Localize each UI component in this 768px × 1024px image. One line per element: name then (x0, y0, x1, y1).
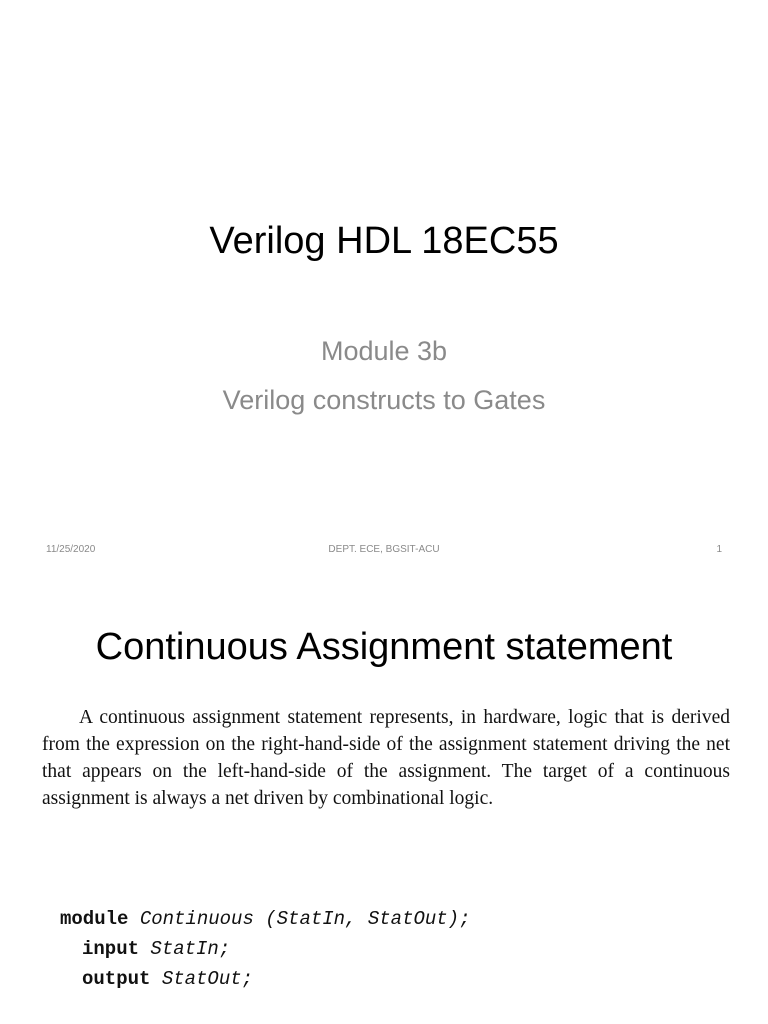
code-keyword: output (82, 968, 151, 990)
footer-department: DEPT. ECE, BGSIT-ACU (328, 544, 440, 555)
code-keyword: input (82, 938, 140, 960)
slide-title: Continuous Assignment statement (95, 626, 673, 668)
code-text: Continuous (StatIn, StatOut); (128, 908, 471, 930)
footer-date: 11/25/2020 (46, 544, 96, 555)
code-text: StatIn; (139, 938, 231, 960)
slide-title: Verilog HDL 18EC55 (209, 220, 559, 262)
code-keyword: module (60, 908, 129, 930)
slide-subtitle-module: Module 3b (320, 336, 448, 366)
slide-subtitle-topic: Verilog constructs to Gates (222, 385, 546, 415)
slide-2 (0, 575, 768, 1024)
footer-page-number: 1 (716, 544, 722, 555)
code-text: StatOut; (150, 968, 254, 990)
code-line (82, 936, 230, 962)
body-paragraph: A continuous assignment statement represents, in hardware, logic that is derived from the expression on the right-hand-side of the assignment statement driving the net that appears on the left-hand-side of the assignment. The target of a continuous assignment is always a net driven by combinational logic. (42, 707, 730, 809)
code-line (60, 906, 470, 932)
code-line (82, 966, 253, 992)
